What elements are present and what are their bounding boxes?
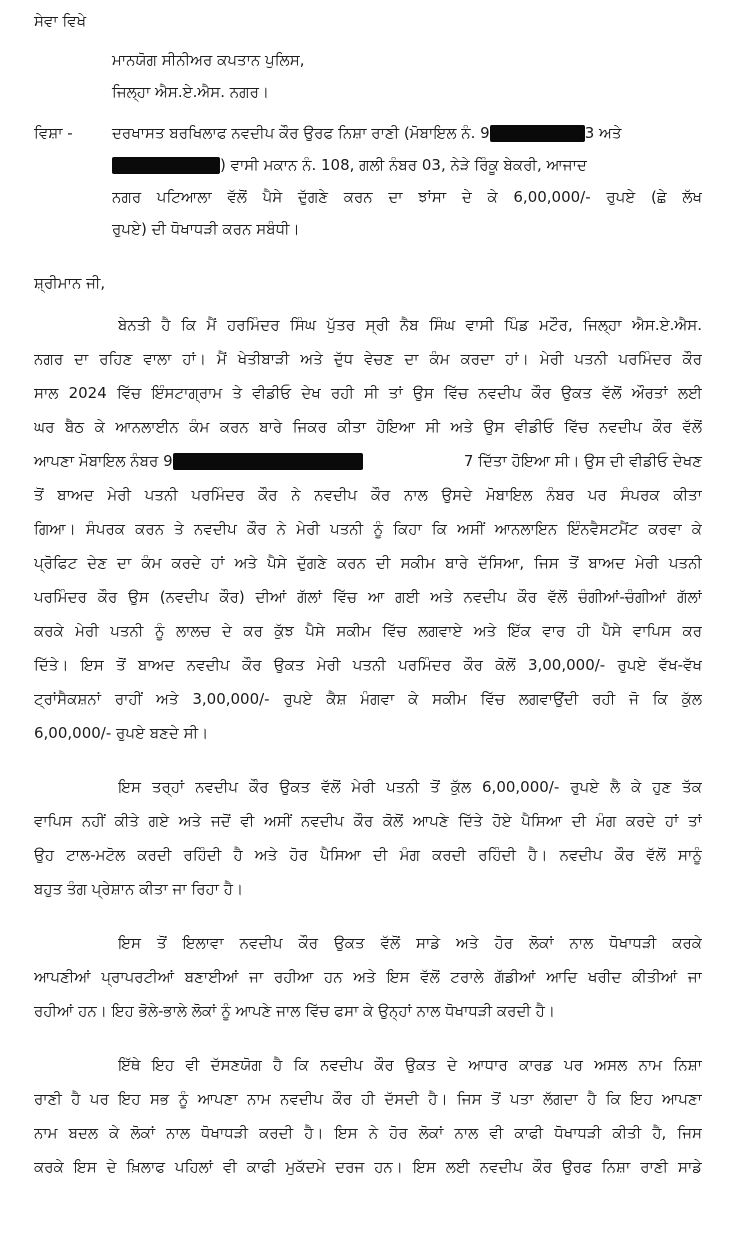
- para-line: ਇਸ ਤੋਂ ਇਲਾਵਾ ਨਵਦੀਪ ਕੌਰ ਉਕਤ ਵੱਲੋਂ ਸਾਡੇ ਅਤੇ ਹੋਰ ਲੋਕਾਂ ਨਾਲ ਧੋਖਾਧੜੀ ਕਰਕੇ: [118, 934, 702, 952]
- para-line: ਬੇਨਤੀ ਹੈ ਕਿ ਮੈਂ ਹਰਮਿੰਦਰ ਸਿੰਘ ਪੁੱਤਰ ਸ੍ਰੀ ਨੈਬ ਸਿੰਘ ਵਾਸੀ ਪਿੰਡ ਮਟੌਰ, ਜਿਲ੍ਹਾ ਐਸ.ਏ.ਐਸ.: [118, 316, 702, 334]
- redaction-bar: [490, 125, 585, 142]
- para-line: ਆਪਣੀਆਂ ਪ੍ਰਾਪਰਟੀਆਂ ਬਣਾਈਆਂ ਜਾ ਰਹੀਆ ਹਨ ਅਤੇ ਇਸ ਵੱਲੋਂ ਟਰਾਲੇ ਗੱਡੀਆਂ ਆਦਿ ਖਰੀਦ ਕੀਤੀਆਂ ਜਾ: [34, 968, 702, 986]
- redaction-bar: [173, 453, 363, 470]
- subject-line: ਰੁਪਏ) ਦੀ ਧੋਖਾਧੜੀ ਕਰਨ ਸਬੰਧੀ।: [112, 220, 300, 238]
- para-text: 7 ਦਿੱਤਾ ਹੋਇਆ ਸੀ। ਉਸ ਦੀ ਵੀਡੀਓ ਦੇਖਣ: [463, 452, 702, 470]
- para-line: ਬਹੁਤ ਤੰਗ ਪ੍ਰੇਸ਼ਾਨ ਕੀਤਾ ਜਾ ਰਿਹਾ ਹੈ।: [34, 880, 244, 898]
- subject-line: [112, 152, 702, 178]
- para-line: ਘਰ ਬੈਠ ਕੇ ਆਨਲਾਈਨ ਕੰਮ ਕਰਨ ਬਾਰੇ ਜਿਕਰ ਕੀਤਾ ਹੋਇਆ ਸੀ ਅਤੇ ਉਸ ਵੀਡੀਓ ਵਿੱਚ ਨਵਦੀਪ ਕੌਰ ਵੱਲੋਂ: [34, 418, 702, 436]
- addressee-line: ਮਾਨਯੋਗ ਸੀਨੀਅਰ ਕਪਤਾਨ ਪੁਲਿਸ,: [112, 51, 305, 69]
- subject-label: ਵਿਸ਼ਾ -: [34, 124, 73, 142]
- subject-line: ਨਗਰ ਪਟਿਆਲਾ ਵੱਲੋਂ ਪੈਸੇ ਦੁੱਗਣੇ ਕਰਨ ਦਾ ਝਾਂਸਾ ਦੇ ਕੇ 6,00,000/- ਰੁਪਏ (ਛੇ ਲੱਖ: [112, 188, 702, 206]
- para-line: 6,00,000/- ਰੁਪਏ ਬਣਦੇ ਸੀ।: [34, 724, 209, 742]
- greeting: ਸ਼੍ਰੀਮਾਨ ਜੀ,: [34, 274, 106, 292]
- para-line: ਉਹ ਟਾਲ-ਮਟੋਲ ਕਰਦੀ ਰਹਿੰਦੀ ਹੈ ਅਤੇ ਹੋਰ ਪੈਸਿਆ ਦੀ ਮੰਗ ਕਰਦੀ ਰਹਿੰਦੀ ਹੈ। ਨਵਦੀਪ ਕੌਰ ਵੱਲੋਂ ਸਾਨੂੰ: [34, 846, 702, 864]
- para-line: ਦਿੱਤੇ। ਇਸ ਤੋਂ ਬਾਅਦ ਨਵਦੀਪ ਕੌਰ ਉਕਤ ਮੇਰੀ ਪਤਨੀ ਪਰਮਿੰਦਰ ਕੌਰ ਕੋਲੋਂ 3,00,000/- ਰੁਪਏ ਵੱਖ-ਵੱਖ: [34, 656, 702, 674]
- subject-line: [112, 120, 702, 146]
- para-line: ਗਿਆ। ਸੰਪਰਕ ਕਰਨ ਤੇ ਨਵਦੀਪ ਕੌਰ ਨੇ ਮੇਰੀ ਪਤਨੀ ਨੂੰ ਕਿਹਾ ਕਿ ਅਸੀਂ ਆਨਲਾਇਨ ਇੰਨਵੈਸਟਮੈਂਟ ਕਰਵਾ ਕੇ: [34, 520, 702, 538]
- para-line: ਰਾਣੀ ਹੈ ਪਰ ਇਹ ਸਭ ਨੂੰ ਆਪਣਾ ਨਾਮ ਨਵਦੀਪ ਕੌਰ ਹੀ ਦੱਸਦੀ ਹੈ। ਜਿਸ ਤੋਂ ਪਤਾ ਲੱਗਦਾ ਹੈ ਕਿ ਇਹ ਆਪਣਾ: [34, 1090, 702, 1108]
- para-line: ਟ੍ਰਾਂਸੈਕਸ਼ਨਾਂ ਰਾਹੀਂ ਅਤੇ 3,00,000/- ਰੁਪਏ ਕੈਸ਼ ਮੰਗਵਾ ਕੇ ਸਕੀਮ ਵਿੱਚ ਲਗਵਾਉਂਦੀ ਰਹੀ ਜੋ ਕਿ ਕੁੱਲ: [34, 690, 702, 708]
- subject-text: 3 ਅਤੇ: [584, 124, 622, 142]
- salutation-to: ਸੇਵਾ ਵਿਖੇ: [34, 12, 87, 30]
- para-line: ਕਰਕੇ ਮੇਰੀ ਪਤਨੀ ਨੂੰ ਲਾਲਚ ਦੇ ਕਰ ਕੁੱਝ ਪੈਸੇ ਸਕੀਮ ਵਿੱਚ ਲਗਵਾਏ ਅਤੇ ਇੱਕ ਵਾਰ ਹੀ ਪੈਸੇ ਵਾਪਿਸ ਕਰ: [34, 622, 702, 640]
- para-line: [34, 448, 702, 474]
- para-line: ਇਸ ਤਰ੍ਹਾਂ ਨਵਦੀਪ ਕੌਰ ਉਕਤ ਵੱਲੋਂ ਮੇਰੀ ਪਤਨੀ ਤੋਂ ਕੁੱਲ 6,00,000/- ਰੁਪਏ ਲੈ ਕੇ ਹੁਣ ਤੱਕ: [118, 778, 702, 796]
- para-text: ਆਪਣਾ ਮੋਬਾਇਲ ਨੰਬਰ 9: [34, 452, 173, 470]
- subject-text: ਦਰਖਾਸਤ ਬਰਖਿਲਾਫ ਨਵਦੀਪ ਕੌਰ ਉਰਫ ਨਿਸ਼ਾ ਰਾਣੀ (ਮੋਬਾਇਲ ਨੰ. 9: [112, 124, 490, 142]
- para-line: ਤੋਂ ਬਾਅਦ ਮੇਰੀ ਪਤਨੀ ਪਰਮਿੰਦਰ ਕੌਰ ਨੇ ਨਵਦੀਪ ਕੌਰ ਨਾਲ ਉਸਦੇ ਮੋਬਾਇਲ ਨੰਬਰ ਪਰ ਸੰਪਰਕ ਕੀਤਾ: [34, 486, 702, 504]
- para-line: ਇੱਥੇ ਇਹ ਵੀ ਦੱਸਣਯੋਗ ਹੈ ਕਿ ਨਵਦੀਪ ਕੌਰ ਉਕਤ ਦੇ ਆਧਾਰ ਕਾਰਡ ਪਰ ਅਸਲ ਨਾਮ ਨਿਸ਼ਾ: [118, 1056, 702, 1074]
- para-line: ਸਾਲ 2024 ਵਿੱਚ ਇੰਸਟਾਗ੍ਰਾਮ ਤੇ ਵੀਡੀਓ ਦੇਖ ਰਹੀ ਸੀ ਤਾਂ ਉਸ ਵਿੱਚ ਨਵਦੀਪ ਕੌਰ ਉਕਤ ਵੱਲੋਂ ਔਰਤਾਂ ਲਈ: [34, 384, 702, 402]
- para-line: ਕਰਕੇ ਇਸ ਦੇ ਖ਼ਿਲਾਫ ਪਹਿਲਾਂ ਵੀ ਕਾਫੀ ਮੁਕੱਦਮੇ ਦਰਜ ਹਨ। ਇਸ ਲਈ ਨਵਦੀਪ ਕੌਰ ਉਰਫ ਨਿਸ਼ਾ ਰਾਣੀ ਸਾਡੇ: [34, 1158, 702, 1176]
- redaction-bar: [112, 157, 220, 174]
- para-line: ਵਾਪਿਸ ਨਹੀਂ ਕੀਤੇ ਗਏ ਅਤੇ ਜਦੋਂ ਵੀ ਅਸੀਂ ਨਵਦੀਪ ਕੌਰ ਕੋਲੋਂ ਆਪਣੇ ਦਿੱਤੇ ਹੋਏ ਪੈਸਿਆ ਦੀ ਮੰਗ ਕਰਦੇ ਹਾਂ ਤਾਂ: [34, 812, 702, 830]
- para-line: ਨਗਰ ਦਾ ਰਹਿਣ ਵਾਲਾ ਹਾਂ। ਮੈਂ ਖੇਤੀਬਾੜੀ ਅਤੇ ਦੁੱਧ ਵੇਚਣ ਦਾ ਕੰਮ ਕਰਦਾ ਹਾਂ। ਮੇਰੀ ਪਤਨੀ ਪਰਮਿੰਦਰ ਕੌਰ: [34, 350, 702, 368]
- para-line: ਰਹੀਆਂ ਹਨ। ਇਹ ਭੋਲੇ-ਭਾਲੇ ਲੋਕਾਂ ਨੂੰ ਆਪਣੇ ਜਾਲ ਵਿੱਚ ਫਸਾ ਕੇ ਉਨ੍ਹਾਂ ਨਾਲ ਧੋਖਾਧੜੀ ਕਰਦੀ ਹੈ।: [34, 1002, 555, 1020]
- para-line: ਪ੍ਰੋਫਿਟ ਦੇਣ ਦਾ ਕੰਮ ਕਰਦੇ ਹਾਂ ਅਤੇ ਪੈਸੇ ਦੁੱਗਣੇ ਕਰਨ ਦੀ ਸਕੀਮ ਬਾਰੇ ਦੱਸਿਆ, ਜਿਸ ਤੋਂ ਬਾਅਦ ਮੇਰੀ ਪਤਨੀ: [34, 554, 702, 572]
- subject-text: ) ਵਾਸੀ ਮਕਾਨ ਨੰ. 108, ਗਲੀ ਨੰਬਰ 03, ਨੇੜੇ ਰਿੰਕੂ ਬੇਕਰੀ, ਆਜਾਦ: [220, 156, 587, 174]
- para-line: ਨਾਮ ਬਦਲ ਕੇ ਲੋਕਾਂ ਨਾਲ ਧੋਖਾਧੜੀ ਕਰਦੀ ਹੈ। ਇਸ ਨੇ ਹੋਰ ਲੋਕਾਂ ਨਾਲ ਵੀ ਕਾਫੀ ਧੋਖਾਧੜੀ ਕੀਤੀ ਹੈ, ਜਿਸ: [34, 1124, 702, 1142]
- para-line: ਪਰਮਿੰਦਰ ਕੌਰ ਉਸ (ਨਵਦੀਪ ਕੌਰ) ਦੀਆਂ ਗੱਲਾਂ ਵਿੱਚ ਆ ਗਈ ਅਤੇ ਨਵਦੀਪ ਕੌਰ ਵੱਲੋਂ ਚੰਗੀਆਂ-ਚੰਗੀਆਂ ਗੱਲਾਂ: [34, 588, 702, 606]
- addressee-line: ਜਿਲ੍ਹਾ ਐਸ.ਏ.ਐਸ. ਨਗਰ।: [112, 83, 269, 101]
